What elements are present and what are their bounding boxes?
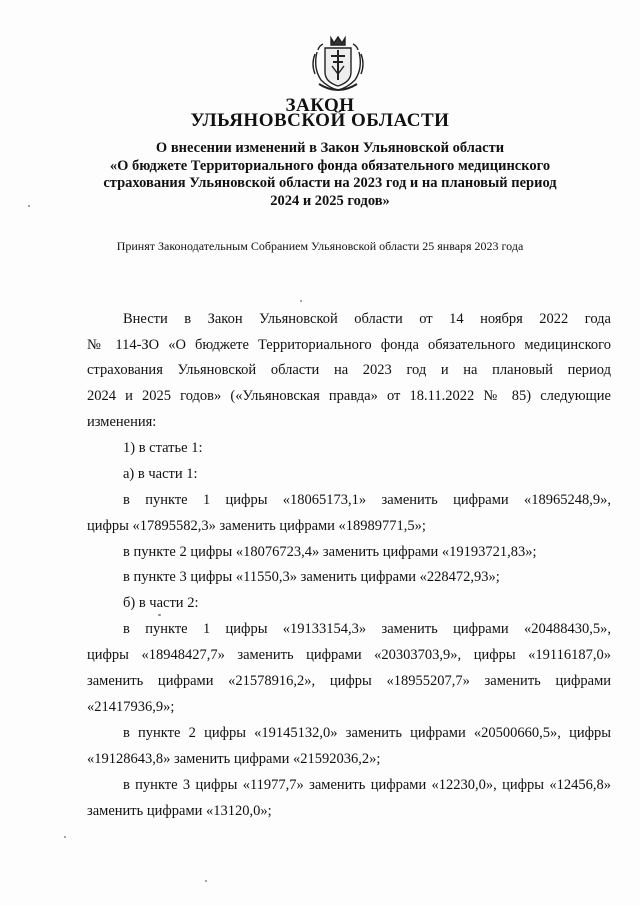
body-line: «21417936,9»;	[87, 699, 175, 715]
scan-speck	[64, 836, 66, 838]
body-line: «19128643,8» заменить цифрами «21592036,2»;	[87, 751, 381, 767]
subtitle-line: 2024 и 2025 годов»	[270, 192, 390, 209]
body-line: 2024 и 2025 годов» («Ульяновская правда» от 18.11.2022 № 85) следующие	[87, 388, 611, 404]
body-line: Внести в Закон Ульяновской области от 14 ноября 2022 года	[123, 311, 611, 327]
scan-speck	[205, 880, 207, 882]
body-line: а) в части 1:	[123, 466, 198, 482]
subtitle-line: страхования Ульяновской области на 2023 год и на плановый период	[103, 175, 557, 191]
body-line: в пункте 1 цифры «19133154,3» заменить цифрами «20488430,5»,	[123, 621, 611, 637]
body-line: в пункте 2 цифры «19145132,0» заменить цифрами «20500660,5», цифры	[123, 725, 611, 741]
law-subtitle	[80, 140, 580, 210]
body-line: № 114-ЗО «О бюджете Территориального фонда обязательного медицинского	[87, 337, 611, 353]
subtitle-line: О внесении изменений в Закон Ульяновской области	[155, 140, 505, 156]
body-line: б) в части 2:	[123, 595, 199, 611]
body-line: в пункте 1 цифры «18065173,1» заменить цифрами «18965248,9»,	[123, 492, 611, 508]
body-line: в пункте 2 цифры «18076723,4» заменить цифрами «19193721,83»;	[123, 544, 537, 560]
body-line: страхования Ульяновской области на 2023 год и на плановый период	[87, 362, 611, 378]
coat-of-arms-icon	[309, 34, 367, 94]
body-line: цифры «18948427,7» заменить цифрами «20303703,9», цифры «19116187,0»	[87, 647, 611, 663]
law-title: ЗАКОН	[285, 95, 355, 116]
body-line: в пункте 3 цифры «11550,3» заменить цифрами «228472,93»;	[123, 569, 500, 585]
scan-speck	[300, 300, 302, 302]
body-line: цифры «17895582,3» заменить цифрами «18989771,5»;	[87, 518, 426, 534]
body-line: заменить цифрами «13120,0»;	[87, 803, 272, 819]
body-line: в пункте 3 цифры «11977,7» заменить цифрами «12230,0», цифры «12456,8»	[123, 777, 611, 793]
subtitle-line: «О бюджете Территориального фонда обязательного медицинского	[109, 157, 551, 174]
scan-speck	[158, 614, 161, 616]
law-region-title: УЛЬЯНОВСКОЙ ОБЛАСТИ	[190, 110, 450, 131]
body-line: изменения:	[87, 414, 157, 430]
adoption-note: Принят Законодательным Собранием Ульяновской области 25 января 2023 года	[116, 239, 524, 253]
body-line: заменить цифрами «21578916,2», цифры «18955207,7» заменить цифрами	[87, 673, 611, 689]
scan-speck	[28, 205, 30, 207]
body-line: 1) в статье 1:	[123, 440, 203, 456]
